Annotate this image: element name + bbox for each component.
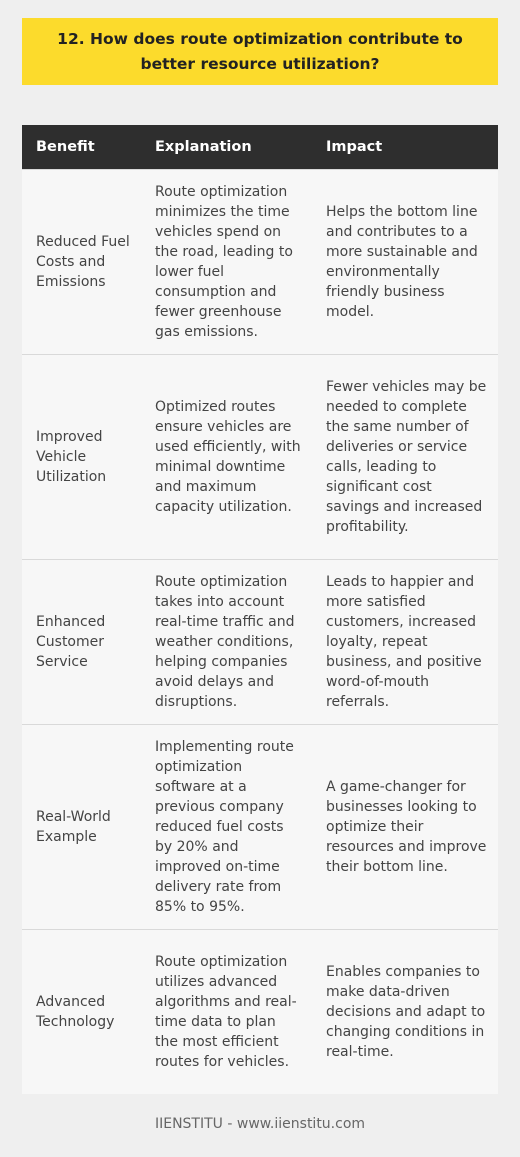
table-header xyxy=(22,125,498,169)
header-row xyxy=(22,125,498,169)
cell-benefit: Improved Vehicle Utilization xyxy=(22,354,141,559)
cell-benefit: Advanced Technology xyxy=(22,929,141,1094)
header-benefit: Benefit xyxy=(22,125,141,169)
footer-credit: IIENSTITU - www.iienstitu.com xyxy=(154,1116,366,1132)
cell-benefit: Enhanced Customer Service xyxy=(22,559,141,724)
cell-explanation: Route optimization takes into account real-time traffic and weather conditions, helping companies avoid delays and disruptions. xyxy=(141,559,312,724)
cell-benefit: Reduced Fuel Costs and Emissions xyxy=(22,169,141,354)
page-title: 12. How does route optimization contribute to better resource utilization? xyxy=(57,29,463,73)
table-body xyxy=(22,169,498,1094)
cell-explanation: Optimized routes ensure vehicles are used efficiently, with minimal downtime and maximum capacity utilization. xyxy=(141,354,312,559)
cell-explanation: Implementing route optimization software at a previous company reduced fuel costs by 20% and improved on-time delivery rate from 85% to 95%. xyxy=(141,724,312,929)
header-impact: Impact xyxy=(312,125,498,169)
cell-benefit: Real-World Example xyxy=(22,724,141,929)
cell-impact: Helps the bottom line and contributes to a more sustainable and environmentally friendly business model. xyxy=(312,169,498,354)
cell-explanation: Route optimization utilizes advanced algorithms and real-time data to plan the most efficient routes for vehicles. xyxy=(141,929,312,1094)
cell-impact: Leads to happier and more satisfied customers, increased loyalty, repeat business, and positive word-of-mouth referrals. xyxy=(312,559,498,724)
title-banner xyxy=(22,18,498,85)
benefits-table xyxy=(22,125,498,1094)
header-explanation: Explanation xyxy=(141,125,312,169)
cell-explanation: Route optimization minimizes the time vehicles spend on the road, leading to lower fuel consumption and fewer greenhouse gas emissions. xyxy=(141,169,312,354)
table-row xyxy=(22,929,498,1094)
cell-impact: Fewer vehicles may be needed to complete the same number of deliveries or service calls, leading to significant cost savings and increased profitability. xyxy=(312,354,498,559)
table-row xyxy=(22,354,498,559)
table-row xyxy=(22,724,498,929)
cell-impact: Enables companies to make data-driven decisions and adapt to changing conditions in real-time. xyxy=(312,929,498,1094)
table-row xyxy=(22,559,498,724)
table-row xyxy=(22,169,498,354)
cell-impact: A game-changer for businesses looking to optimize their resources and improve their bottom line. xyxy=(312,724,498,929)
